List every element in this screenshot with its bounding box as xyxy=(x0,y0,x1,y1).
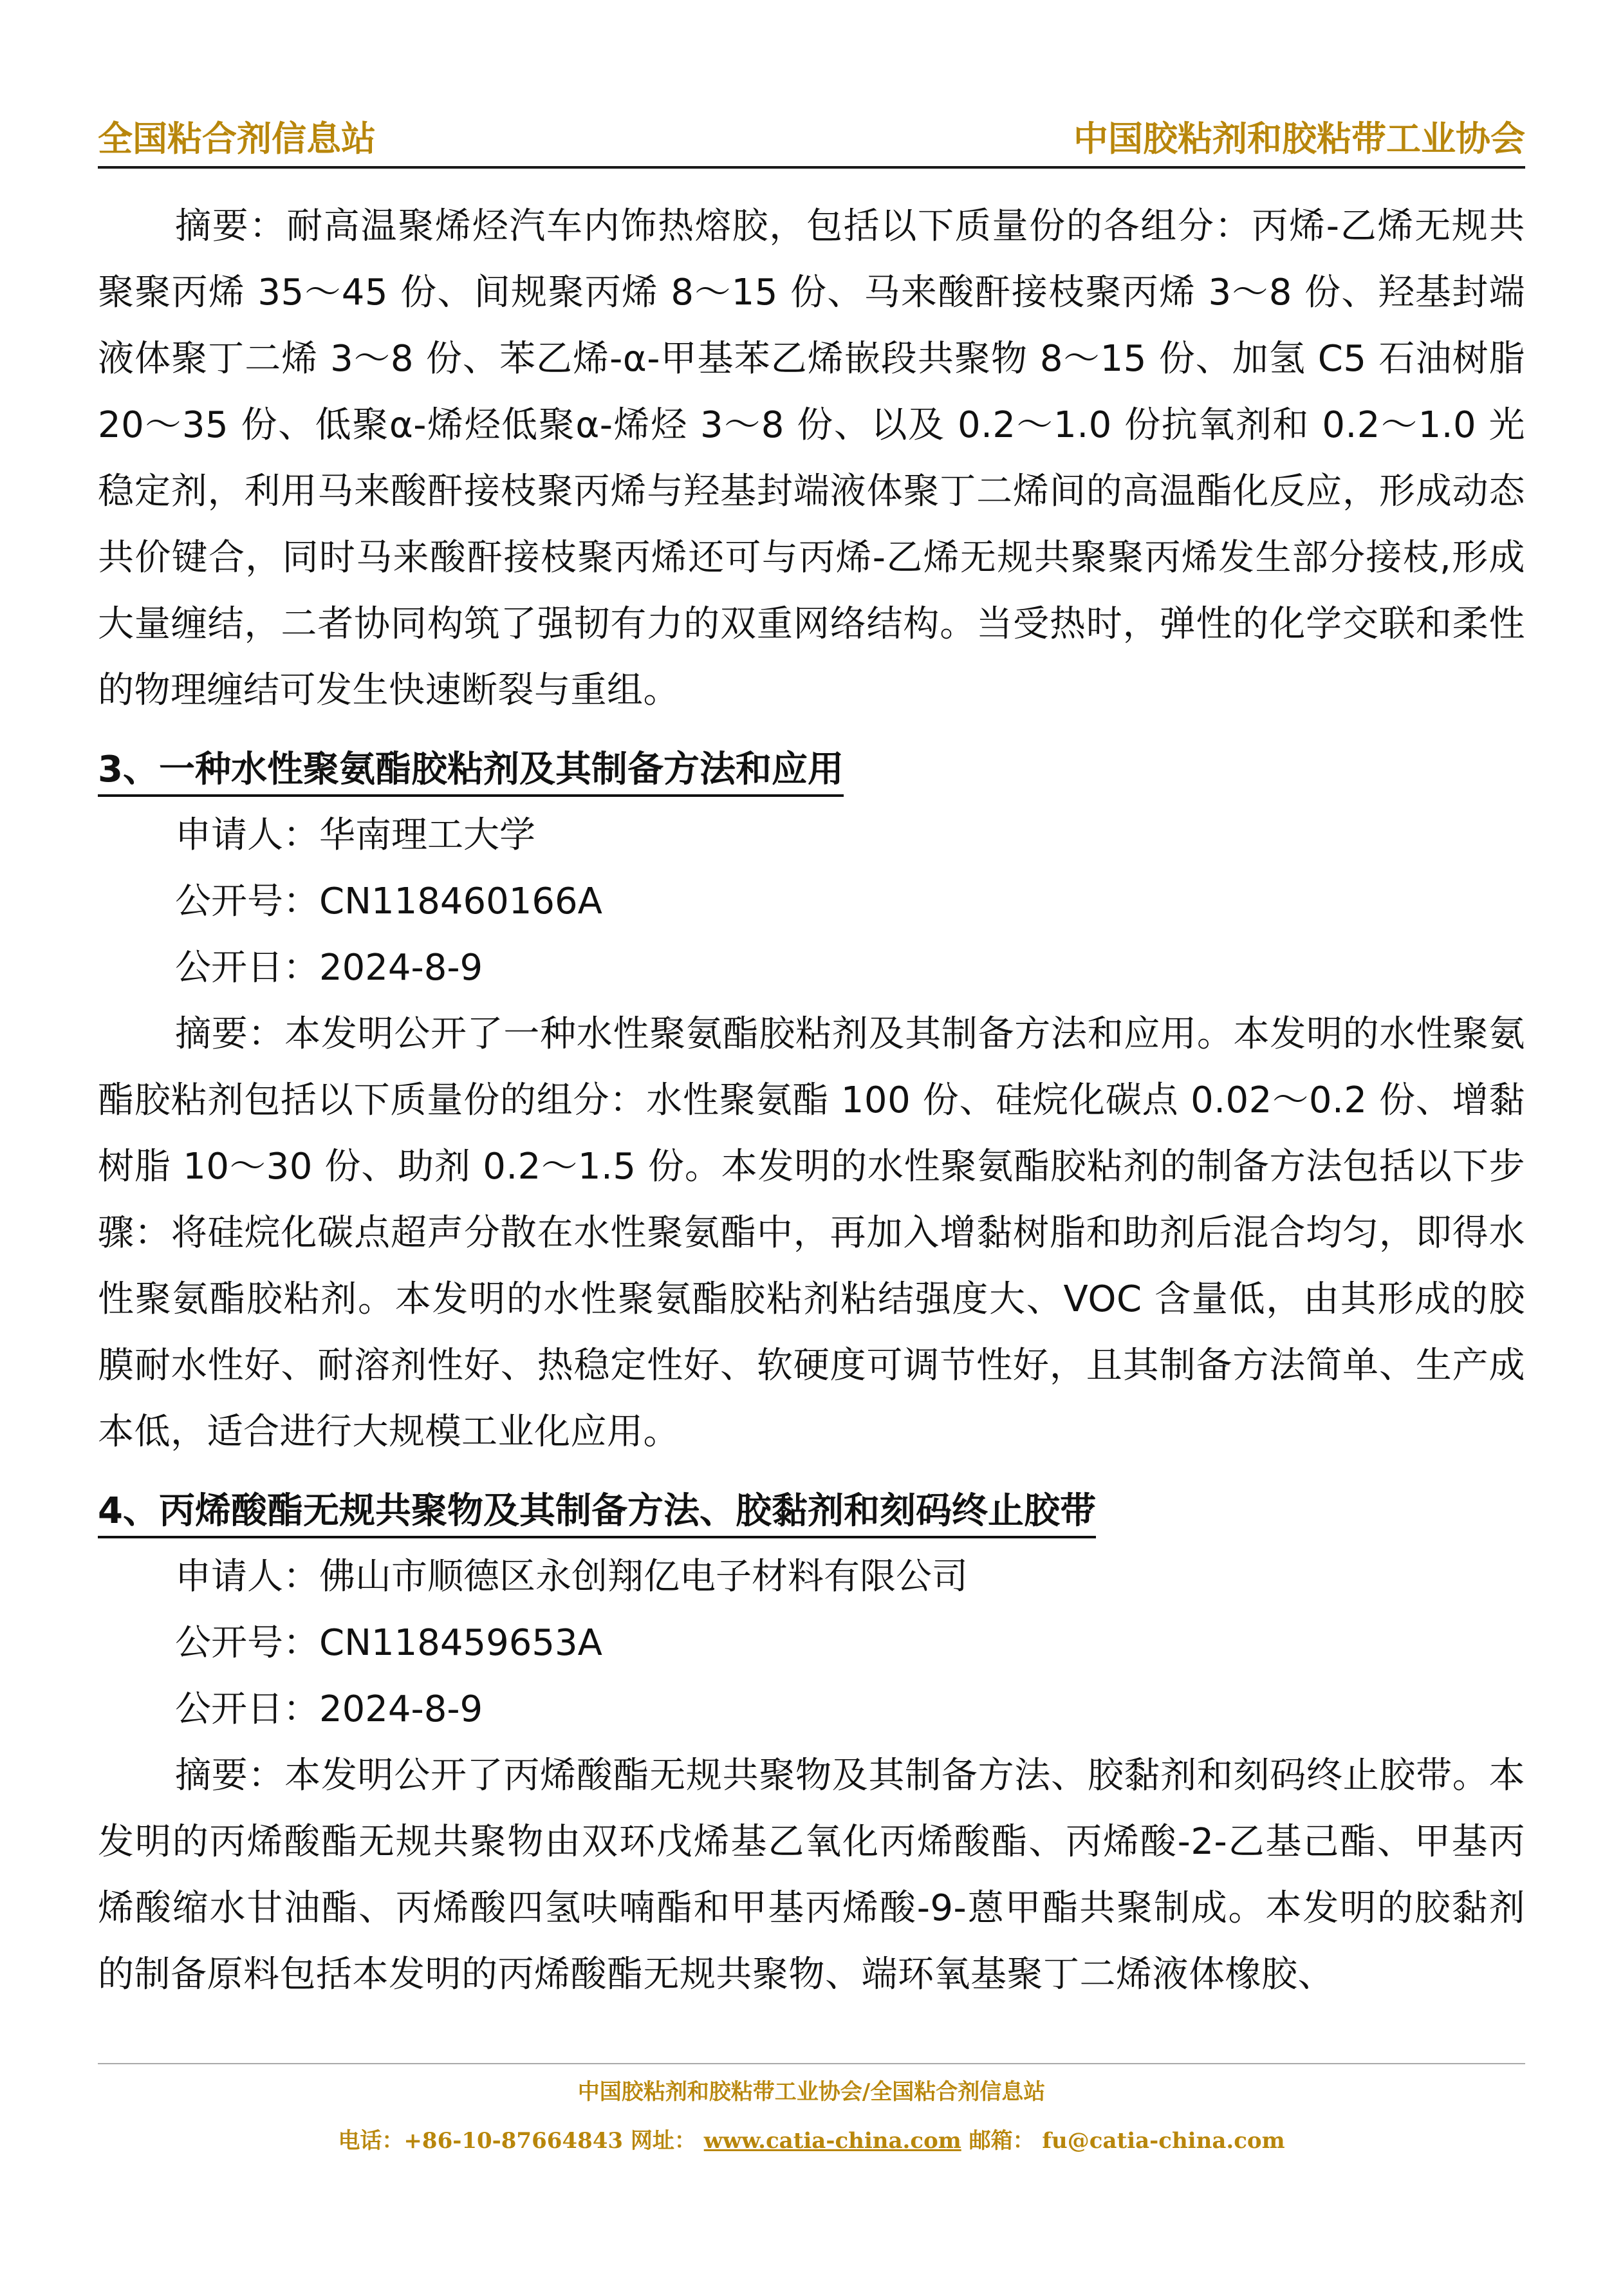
patent-heading-wrap xyxy=(98,747,1525,802)
main-content xyxy=(98,193,1525,2008)
patent-publication-date: 公开日：2024-8-9 xyxy=(175,947,483,989)
patent-abstract: 摘要：本发明公开了一种水性聚氨酯胶粘剂及其制备方法和应用。本发明的水性聚氨酯胶粘剂包括以下质量份的组分：水性聚氨酯 100 份、硅烷化碳点 0.02～0.2 份、增黏树脂 10～30 份、助剂 0.2～1.5 份。本发明的水性聚氨酯胶粘剂的制备方法包括以下步骤：将硅烷化碳点超声分散在水性聚氨酯中，再加入增黏树脂和助剂后混合均匀，即得水性聚氨酯胶粘剂。本发明的水性聚氨酯胶粘剂粘结强度大、VOC 含量低，由其形成的胶膜耐水性好、耐溶剂性好、热稳定性好、软硬度可调节性好，且其制备方法简单、生产成本低，适合进行大规模工业化应用。 xyxy=(98,1013,1525,1453)
patent-publication-number: 公开号：CN118460166A xyxy=(175,881,602,922)
patent-applicant: 申请人：佛山市顺德区永创翔亿电子材料有限公司 xyxy=(175,1556,968,1598)
intro-abstract: 摘要：耐高温聚烯烃汽车内饰热熔胶，包括以下质量份的各组分：丙烯-乙烯无规共聚聚丙烯 35～45 份、间规聚丙烯 8～15 份、马来酸酐接枝聚丙烯 3～8 份、羟基封端液体聚丁二烯 3～8 份、苯乙烯-α-甲基苯乙烯嵌段共聚物 8～15 份、加氢 C5 石油树脂 20～35 份、低聚α-烯烃低聚α-烯烃 3～8 份、以及 0.2～1.0 份抗氧剂和 0.2～1.0 光稳定剂，利用马来酸酐接枝聚丙烯与羟基封端液体聚丁二烯间的高温酯化反应，形成动态共价键合，同时马来酸酐接枝聚丙烯还可与丙烯-乙烯无规共聚聚丙烯发生部分接枝,形成大量缠结，二者协同构筑了强韧有力的双重网络结构。当受热时，弹性的化学交联和柔性的物理缠结可发生快速断裂与重组。 xyxy=(98,205,1525,711)
footer-website-label: 网址： xyxy=(630,2128,696,2154)
page-header xyxy=(98,113,1525,169)
footer-phone: 电话：+86-10-87664843 xyxy=(338,2128,624,2154)
footer-email: fu@catia-china.com xyxy=(1042,2128,1285,2154)
header-site-name: 全国粘合剂信息站 xyxy=(98,118,376,159)
patent-entry xyxy=(98,1488,1525,2008)
footer-website-link[interactable]: www.catia-china.com xyxy=(703,2128,961,2154)
patent-heading: 4、丙烯酸酯无规共聚物及其制备方法、胶黏剂和刻码终止胶带 xyxy=(98,1488,1096,1538)
patent-applicant: 申请人：华南理工大学 xyxy=(175,814,535,856)
footer-organization: 中国胶粘剂和胶粘带工业协会/全国粘合剂信息站 xyxy=(577,2079,1046,2105)
patent-publication-date: 公开日：2024-8-9 xyxy=(175,1688,483,1730)
header-association-name: 中国胶粘剂和胶粘带工业协会 xyxy=(1073,118,1525,159)
patent-entry xyxy=(98,747,1525,1465)
patent-heading-wrap xyxy=(98,1488,1525,1544)
patent-abstract: 摘要：本发明公开了丙烯酸酯无规共聚物及其制备方法、胶黏剂和刻码终止胶带。本发明的丙烯酸酯无规共聚物由双环戊烯基乙氧化丙烯酸酯、丙烯酸-2-乙基己酯、甲基丙烯酸缩水甘油酯、丙烯酸四氢呋喃酯和甲基丙烯酸-9-蒽甲酯共聚制成。本发明的胶黏剂的制备原料包括本发明的丙烯酸酯无规共聚物、端环氧基聚丁二烯液体橡胶、 xyxy=(98,1755,1525,1995)
footer-email-label: 邮箱： xyxy=(969,2128,1035,2154)
footer-divider xyxy=(98,2063,1525,2064)
footer-contact xyxy=(0,2123,1623,2154)
patent-heading: 3、一种水性聚氨酯胶粘剂及其制备方法和应用 xyxy=(98,747,844,797)
patent-publication-number: 公开号：CN118459653A xyxy=(175,1622,602,1664)
